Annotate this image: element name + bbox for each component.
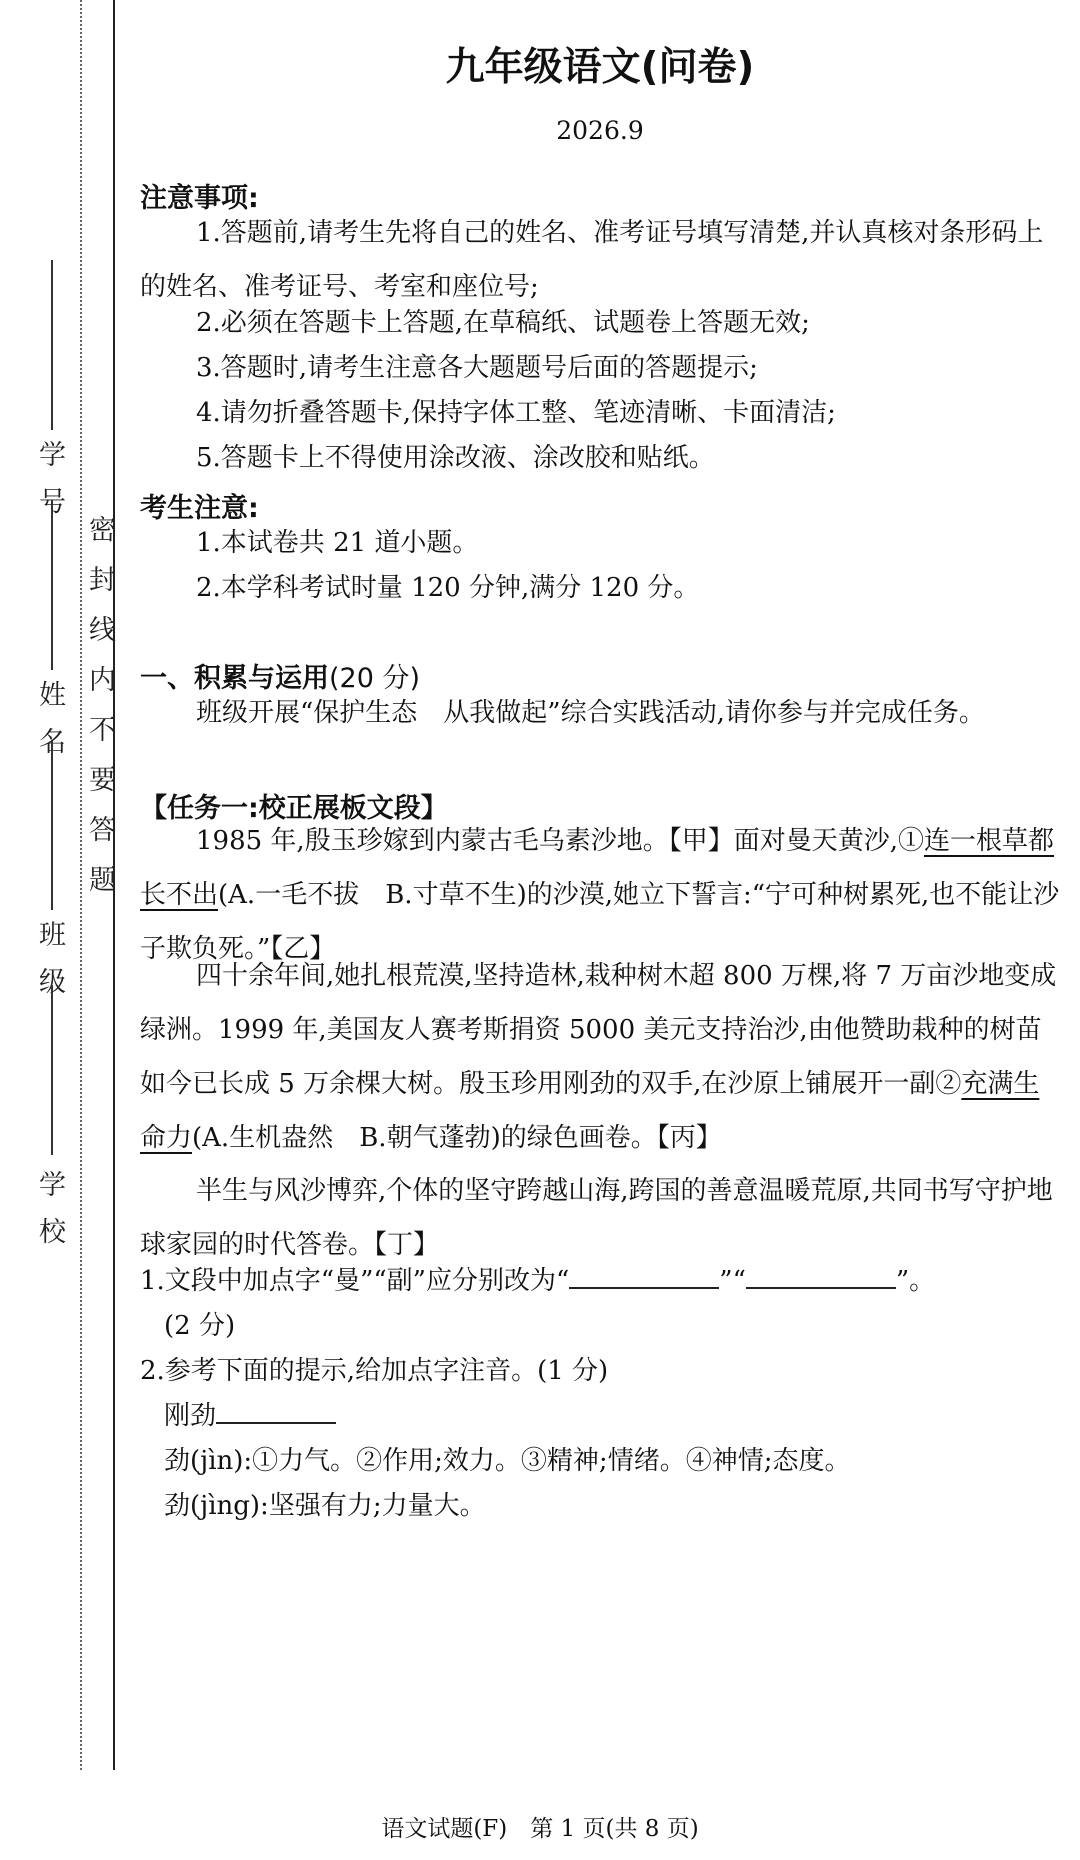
exam-date: 2026.9 bbox=[556, 116, 644, 145]
section1-intro: 班级开展“保护生态 从我做起”综合实践活动,请你参与并完成任务。 bbox=[196, 698, 985, 728]
q2-word-row bbox=[164, 1395, 336, 1432]
q1-blank-1[interactable] bbox=[569, 1267, 719, 1289]
candidate-notice-item-2: 2.本学科考试时量 120 分钟,满分 120 分。 bbox=[196, 573, 700, 603]
p1-text-post: (A.一毛不拔 B.寸草不生)的沙漠,她立下誓言:“宁可种树累死,也不能让沙子欺负死。”【乙】 bbox=[140, 880, 1060, 964]
blank-line-xingming bbox=[51, 500, 53, 670]
label-banji: 班级 bbox=[34, 920, 65, 1014]
notice-heading: 注意事项: bbox=[140, 183, 259, 214]
blank-line-xuexiao bbox=[51, 985, 53, 1155]
p1-text-pre: 1985 年,殷玉珍嫁到内蒙古毛乌素沙地。【甲】面对曼天黄沙,① bbox=[196, 826, 924, 856]
passage-paragraph-3: 半生与风沙博弈,个体的坚守跨越山海,跨国的善意温暖荒原,共同书写守护地球家园的时代答卷。【丁】 bbox=[140, 1176, 1053, 1260]
label-xuexiao: 学校 bbox=[34, 1170, 65, 1264]
notice-item-5: 5.答题卡上不得使用涂改液、涂改胶和贴纸。 bbox=[196, 443, 715, 473]
task1-heading: 【任务一:校正展板文段】 bbox=[140, 793, 448, 824]
candidate-notice-item-1: 1.本试卷共 21 道小题。 bbox=[196, 528, 479, 558]
exam-title: 九年级语文(问卷) bbox=[445, 45, 755, 90]
section1-score: (20 分) bbox=[329, 663, 421, 694]
q1-text-post: ”。 bbox=[895, 1266, 936, 1296]
p1-underline-1: 连一 bbox=[923, 826, 976, 856]
label-xuehao: 学号 bbox=[34, 440, 65, 534]
notice-item-2: 2.必须在答题卡上答题,在草稿纸、试题卷上答题无效; bbox=[196, 308, 810, 338]
section1-title: 一、积累与运用 bbox=[140, 663, 329, 694]
passage-paragraph-2 bbox=[140, 949, 1060, 1165]
q1-text-pre: 1.文段中加点字“曼”“副”应分别改为“ bbox=[140, 1266, 570, 1296]
q1-text-mid: ”“ bbox=[719, 1266, 746, 1296]
notice-item-1: 1.答题前,请考生先将自己的姓名、准考证号填写清楚,并认真核对条形码上的姓名、准考证号、考室和座位号; bbox=[140, 218, 1044, 302]
blank-line-banji bbox=[51, 740, 53, 910]
q2-definition-2: 劲(jìng):坚强有力;力量大。 bbox=[164, 1491, 486, 1521]
question-2: 2.参考下面的提示,给加点字注音。(1 分) bbox=[140, 1356, 609, 1386]
notice-item-3: 3.答题时,请考生注意各大题题号后面的答题提示; bbox=[196, 353, 758, 383]
p1-underline-2: 根草都长不出 bbox=[140, 826, 1054, 910]
p2-underline: 充满生命力 bbox=[140, 1069, 1040, 1153]
q1-score: (2 分) bbox=[164, 1311, 236, 1341]
q2-definition-1: 劲(jìn):①力气。②作用;效力。③精神;情绪。④神情;态度。 bbox=[164, 1446, 851, 1476]
q2-blank[interactable] bbox=[216, 1402, 336, 1424]
p2-text-pre: 四十余年间,她扎根荒漠,坚持造林,栽种树木超 800 万棵,将 7 万亩沙地变成绿洲。1999 年,美国友人赛考斯捐资 5000 美元支持治沙,由他赞助栽种的树苗如今已长成 5 万余棵大树。殷玉珍用刚劲的双手,在沙原上铺展开一副② bbox=[140, 961, 1057, 1099]
seal-warning-text: 密封线内不要答题 bbox=[84, 515, 115, 915]
p2-text-post: (A.生机盎然 B.朝气蓬勃)的绿色画卷。【丙】 bbox=[192, 1123, 722, 1153]
blank-line-xuehao bbox=[51, 260, 53, 430]
label-xingming: 姓名 bbox=[34, 680, 65, 774]
q2-word: 刚劲 bbox=[164, 1401, 217, 1431]
notice-item-4: 4.请勿折叠答题卡,保持字体工整、笔迹清晰、卡面清洁; bbox=[196, 398, 836, 428]
candidate-notice-heading: 考生注意: bbox=[140, 493, 259, 524]
page-footer: 语文试题(F) 第 1 页(共 8 页) bbox=[381, 1816, 699, 1842]
q1-blank-2[interactable] bbox=[746, 1267, 896, 1289]
question-1 bbox=[140, 1260, 935, 1297]
